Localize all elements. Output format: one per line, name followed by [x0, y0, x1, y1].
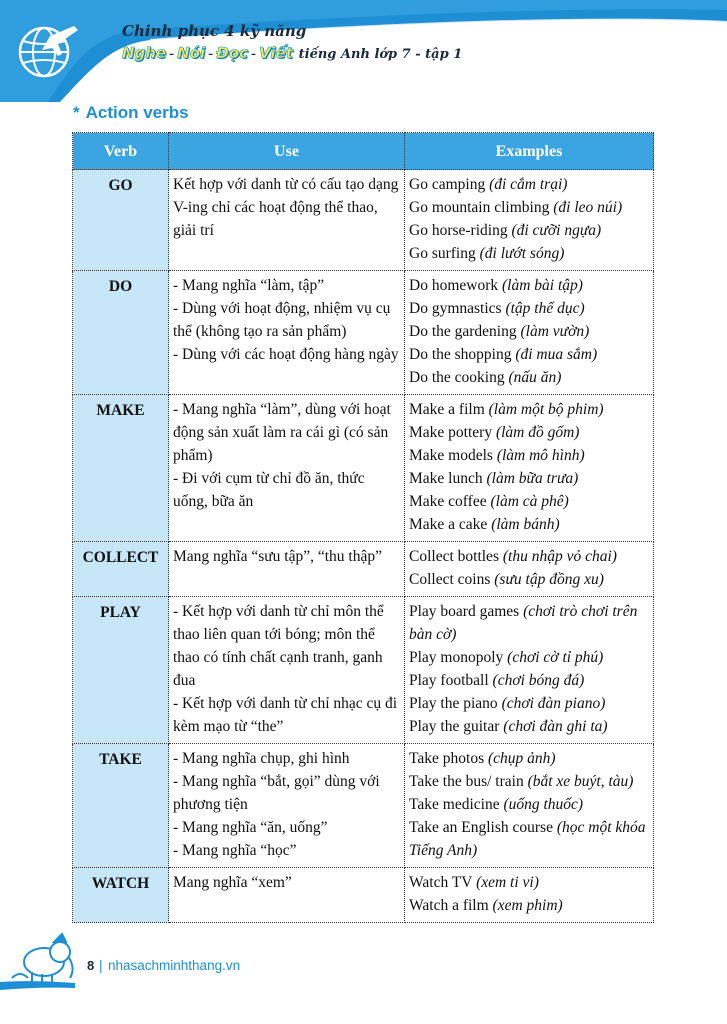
skill-writing: Viết — [259, 44, 293, 62]
example-line — [409, 320, 651, 343]
example-translation: (làm đồ gốm) — [495, 424, 580, 441]
example-english: Do the gardening — [409, 323, 517, 340]
use-line: - Mang nghĩa “làm”, dùng với hoạt động sản xuất làm ra cái gì (có sản phẩm) — [173, 401, 391, 464]
header-use: Use — [169, 133, 405, 170]
example-translation: (làm bài tập) — [502, 277, 583, 294]
example-english: Collect coins — [409, 571, 491, 588]
example-line — [409, 467, 651, 490]
example-english: Play football — [409, 672, 489, 689]
example-translation: (chơi trò chơi trên bàn cờ) — [409, 603, 638, 643]
header-verb: Verb — [73, 133, 169, 170]
example-line — [409, 421, 651, 444]
example-translation: (nấu ăn) — [508, 369, 562, 386]
example-line — [409, 669, 651, 692]
header-subtitle-rest: tiếng Anh lớp 7 - tập 1 — [298, 47, 463, 62]
example-translation: (chơi cờ tỉ phú) — [507, 649, 604, 666]
example-line — [409, 444, 651, 467]
skill-listening: Nghe — [122, 44, 167, 62]
table-row — [73, 271, 654, 395]
example-line — [409, 297, 651, 320]
example-line — [409, 242, 651, 265]
table-header-row — [73, 133, 654, 170]
header-title: Chinh phục 4 kỹ năng — [122, 22, 307, 40]
example-translation: (bắt xe buýt, tàu) — [527, 773, 634, 790]
example-translation: (làm một bộ phim) — [488, 401, 604, 418]
use-line: - Dùng với hoạt động, nhiệm vụ cụ thể (không tạo ra sản phẩm) — [173, 300, 391, 340]
example-english: Play board games — [409, 603, 520, 620]
use-cell — [169, 170, 405, 271]
header-title-block — [122, 22, 462, 63]
example-line — [409, 747, 651, 770]
example-translation: (làm vườn) — [520, 323, 590, 340]
header-examples: Examples — [405, 133, 654, 170]
section-title — [73, 103, 189, 123]
table-row — [73, 744, 654, 868]
verb-cell: DO — [73, 271, 169, 395]
example-english: Play the piano — [409, 695, 498, 712]
table-row — [73, 542, 654, 597]
example-english: Do the shopping — [409, 346, 512, 363]
example-english: Go surfing — [409, 245, 476, 262]
example-english: Go horse-riding — [409, 222, 508, 239]
example-line — [409, 196, 651, 219]
use-line: - Dùng với các hoạt động hàng ngày — [173, 346, 399, 363]
examples-cell — [405, 597, 654, 744]
table-row — [73, 170, 654, 271]
use-line: - Mang nghĩa “học” — [173, 842, 297, 859]
use-cell — [169, 744, 405, 868]
examples-cell — [405, 170, 654, 271]
elephant-mascot-icon — [12, 934, 73, 982]
table-body — [73, 170, 654, 923]
example-english: Do homework — [409, 277, 499, 294]
example-translation: (xem ti vi) — [476, 874, 539, 891]
examples-cell — [405, 744, 654, 868]
example-line — [409, 816, 651, 862]
example-english: Take the bus/ train — [409, 773, 524, 790]
examples-cell — [405, 271, 654, 395]
example-translation: (đi cưỡi ngựa) — [511, 222, 602, 239]
example-english: Watch TV — [409, 874, 473, 891]
footer-decoration — [0, 930, 727, 1024]
example-line — [409, 793, 651, 816]
example-line — [409, 545, 651, 568]
section-title-text: Action verbs — [85, 103, 189, 122]
examples-cell — [405, 542, 654, 597]
example-line — [409, 894, 651, 917]
example-english: Take photos — [409, 750, 485, 767]
use-line: - Kết hợp với danh từ chỉ nhạc cụ đi kèm mạo từ “the” — [173, 695, 398, 735]
example-translation: (thu nhập vỏ chai) — [502, 548, 617, 565]
verb-cell: COLLECT — [73, 542, 169, 597]
action-verbs-table — [72, 132, 654, 923]
example-translation: (đi lướt sóng) — [479, 245, 565, 262]
example-english: Make a cake — [409, 516, 488, 533]
example-line — [409, 871, 651, 894]
page-number: 8 — [87, 958, 95, 973]
example-line — [409, 490, 651, 513]
use-line: - Mang nghĩa “ăn, uống” — [173, 819, 328, 836]
example-english: Go mountain climbing — [409, 199, 550, 216]
use-cell — [169, 271, 405, 395]
example-line — [409, 398, 651, 421]
example-translation: (chụp ảnh) — [487, 750, 556, 767]
example-line — [409, 366, 651, 389]
table-row — [73, 395, 654, 542]
example-english: Watch a film — [409, 897, 489, 914]
example-line — [409, 219, 651, 242]
example-translation: (uống thuốc) — [503, 796, 584, 813]
example-english: Make a film — [409, 401, 485, 418]
example-english: Make pottery — [409, 424, 493, 441]
use-line: - Mang nghĩa “làm, tập” — [173, 277, 325, 294]
example-translation: (làm bữa trưa) — [486, 470, 579, 487]
use-cell — [169, 542, 405, 597]
verb-cell: MAKE — [73, 395, 169, 542]
example-translation: (tập thể dục) — [505, 300, 585, 317]
example-english: Go camping — [409, 176, 486, 193]
example-english: Take medicine — [409, 796, 500, 813]
skill-reading: Đọc — [216, 44, 249, 62]
example-line — [409, 568, 651, 591]
use-line: Mang nghĩa “xem” — [173, 874, 292, 891]
table-row — [73, 868, 654, 923]
example-translation: (sưu tập đồng xu) — [494, 571, 604, 588]
example-translation: (đi cắm trại) — [489, 176, 568, 193]
example-translation: (xem phim) — [492, 897, 563, 914]
verb-cell: PLAY — [73, 597, 169, 744]
table-row — [73, 597, 654, 744]
example-translation: (làm bánh) — [491, 516, 560, 533]
use-cell — [169, 868, 405, 923]
example-translation: (học một khóa Tiếng Anh) — [409, 819, 646, 859]
website-link[interactable]: nhasachminhthang.vn — [108, 958, 241, 973]
example-translation: (chơi đàn piano) — [501, 695, 606, 712]
example-line — [409, 513, 651, 536]
use-line: - Mang nghĩa “bắt, gọi” dùng với phương tiện — [173, 773, 380, 813]
example-english: Take an English course — [409, 819, 553, 836]
example-english: Play monopoly — [409, 649, 504, 666]
use-line: - Kết hợp với danh từ chỉ môn thể thao liên quan tới bóng; môn thể thao có tính chất cạnh tranh, ganh đua — [173, 603, 384, 689]
example-line — [409, 600, 651, 646]
use-line: Mang nghĩa “sưu tập”, “thu thập” — [173, 548, 382, 565]
example-english: Make coffee — [409, 493, 487, 510]
verb-cell: WATCH — [73, 868, 169, 923]
use-cell — [169, 597, 405, 744]
header-subtitle: Nghe - Nói - Đọc - Viết tiếng Anh lớp 7 - tập 1 — [122, 44, 463, 62]
example-english: Make models — [409, 447, 493, 464]
example-line — [409, 173, 651, 196]
examples-cell — [405, 395, 654, 542]
example-english: Make lunch — [409, 470, 483, 487]
example-line — [409, 692, 651, 715]
example-line — [409, 715, 651, 738]
use-line: - Đi với cụm từ chỉ đồ ăn, thức uống, bữa ăn — [173, 470, 365, 510]
example-english: Collect bottles — [409, 548, 499, 565]
use-line: - Mang nghĩa chụp, ghi hình — [173, 750, 350, 767]
verb-cell: TAKE — [73, 744, 169, 868]
example-english: Play the guitar — [409, 718, 500, 735]
example-line — [409, 274, 651, 297]
example-translation: (làm cà phê) — [490, 493, 569, 510]
example-translation: (đi mua sắm) — [515, 346, 598, 363]
example-translation: (chơi đàn ghi ta) — [503, 718, 608, 735]
example-translation: (chơi bóng đá) — [492, 672, 585, 689]
example-english: Do the cooking — [409, 369, 505, 386]
skill-speaking: Nói — [177, 44, 206, 62]
star-bullet: * — [73, 103, 80, 122]
example-line — [409, 646, 651, 669]
example-translation: (đi leo núi) — [553, 199, 623, 216]
example-translation: (làm mô hình) — [496, 447, 585, 464]
example-line — [409, 343, 651, 366]
examples-cell — [405, 868, 654, 923]
verb-cell: GO — [73, 170, 169, 271]
use-cell — [169, 395, 405, 542]
example-english: Do gymnastics — [409, 300, 502, 317]
example-line — [409, 770, 651, 793]
footer-separator: | — [99, 957, 103, 973]
use-line: Kết hợp với danh từ có cấu tạo dạng V-ing chỉ các hoạt động thể thao, giải trí — [173, 176, 399, 239]
